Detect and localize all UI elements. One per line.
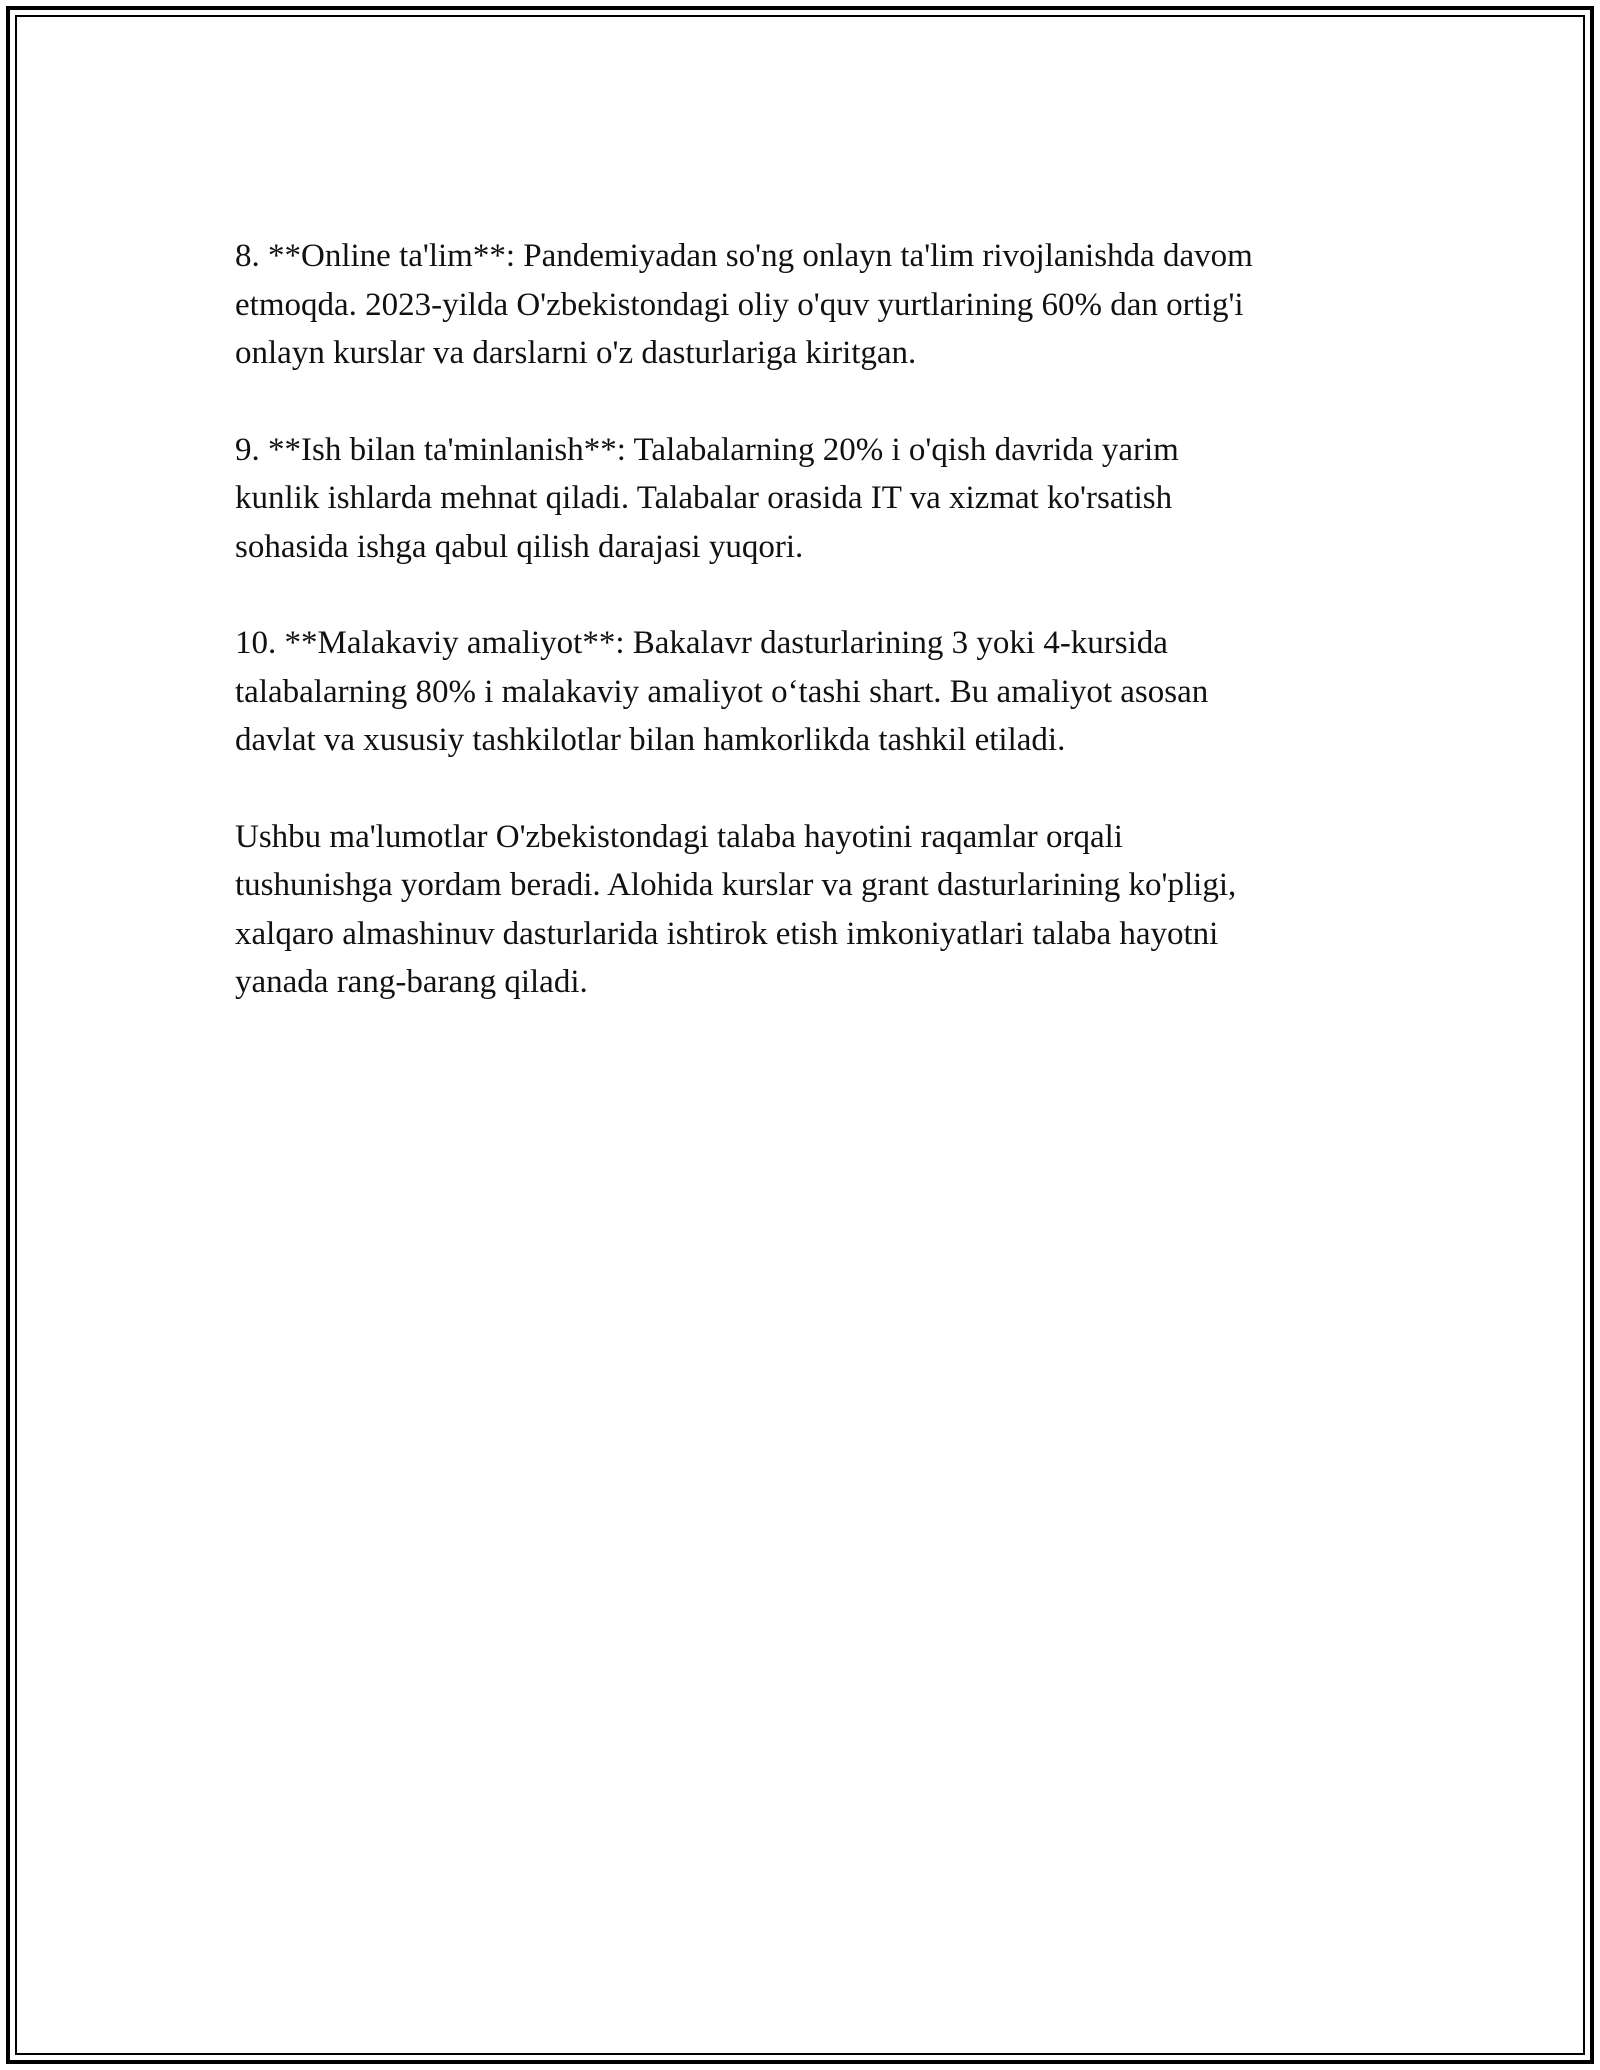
paragraph-internship: 10. **Malakaviy amaliyot**: Bakalavr dasturlarining 3 yoki 4-kursida talabalarning 80% i malakaviy amaliyot o‘tashi shart. Bu amaliyot asosan davlat va xususiy tashkilotlar bilan hamkorlikda tashkil etiladi.	[235, 625, 1209, 758]
paragraph-employment: 9. **Ish bilan ta'minlanish**: Talabalarning 20% i o'qish davrida yarim kunlik ishlarda mehnat qiladi. Talabalar orasida IT va xizmat ko'rsatish sohasida ishga qabul qilish darajasi yuqori.	[235, 431, 1179, 565]
document-body	[235, 232, 1375, 1055]
paragraph-online-education: 8. **Online ta'lim**: Pandemiyadan so'ng onlayn ta'lim rivojlanishda davom etmoqda. 2023-yilda O'zbekistondagi oliy o'quv yurtlarining 60% dan ortig'i onlayn kurslar va darslarni o'z dasturlariga kiritgan.	[235, 238, 1253, 371]
paragraph-conclusion: Ushbu ma'lumotlar O'zbekistondagi talaba hayotini raqamlar orqali tushunishga yordam beradi. Alohida kurslar va grant dasturlarining ko'pligi, xalqaro almashinuv dasturlarida ishtirok etish imkoniyatlari talaba hayotni yanada rang-barang qiladi.	[235, 818, 1237, 1000]
